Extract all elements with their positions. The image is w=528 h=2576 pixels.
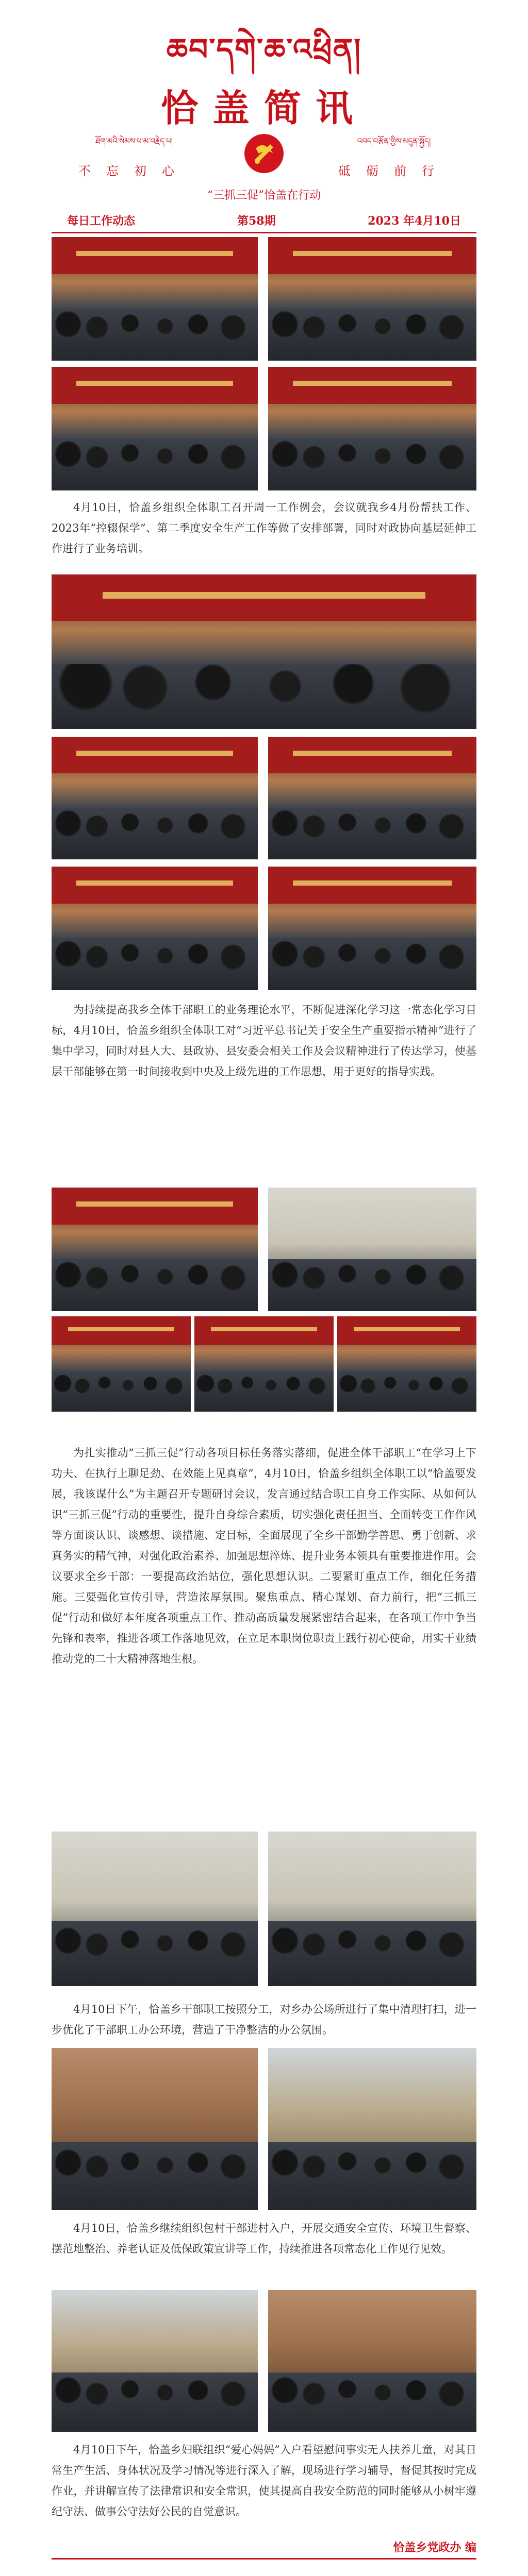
motto-right-tibetan: འབད་བརྩོན་གྱིས་མདུན་སྐྱོད།: [357, 137, 431, 146]
motto-right: [306, 133, 482, 179]
header-divider: [52, 232, 476, 233]
paragraph-safety-study: 为持续提高我乡全体干部职工的业务理论水平，不断促进深化学习这一常态化学习目标，4月10日，恰盖乡组织全体职工对“习近平总书记关于安全生产重要指示精神”进行了集中学习，同时对县人大、县政协、县安委会相关工作及会议精神进行了传达学习，使基层干部能够在第一时间接收到中央及上级先进的工作思想，用于更好的指导实践。: [52, 1004, 476, 1078]
issue-info-row: [52, 212, 476, 230]
motto-right-chinese: 砥砺前行: [338, 164, 450, 178]
motto-left: [46, 133, 222, 179]
motto-left-chinese: 不忘初心: [78, 164, 190, 178]
tibetan-masthead-title: ཆབ་དགེ་ཆ་འཕྲིན།: [166, 32, 362, 67]
party-emblem-icon: [243, 133, 285, 174]
study-session-photo: [52, 737, 258, 859]
motto-row: [46, 133, 482, 179]
paragraph-village-visit: 4月10日，恰盖乡继续组织包村干部进村入户，开展交通安全宣传、环境卫生督察、摆范地整治、养老认证及低保政策宣讲等工作，持续推进各项常态化工作见行见效。: [52, 2222, 476, 2255]
office-cleaning-photo: [268, 1832, 476, 1986]
campaign-subtitle: “三抓三促”恰盖在行动: [207, 189, 321, 202]
paragraph-caring-mothers: 4月10日下午，恰盖乡妇联组织“爱心妈妈”入户看望慰问事实无人扶养儿童，对其日常生产生活、身体状况及学习情况等进行深入了解，现场进行学习辅导，督促其按时完成作业，并讲解宣传了法律常识和安全常识，使其提高自我安全防范的同时能够从小树牢遵纪守法、做事公守法好公民的自觉意识。: [52, 2444, 476, 2518]
issue-category: 每日工作动态: [67, 214, 136, 228]
meeting-photo: [268, 237, 476, 361]
caring-mothers-photo: [52, 2290, 258, 2432]
study-session-photo: [52, 867, 258, 990]
study-session-photo: [268, 737, 476, 859]
motto-left-tibetan: ཐོག་མའི་སེམས་པ་མ་བརྗེད་པ།: [95, 137, 173, 146]
village-visit-photo: [268, 2048, 476, 2210]
seminar-photo: [52, 1188, 258, 1311]
meeting-photo: [52, 367, 258, 490]
seminar-photo: [268, 1188, 476, 1311]
meeting-photo: [52, 237, 258, 361]
speaker-photo: [52, 1316, 191, 1412]
caring-mothers-photo: [268, 2290, 476, 2432]
speaker-photo: [337, 1316, 476, 1412]
paragraph-seminar: 为扎实推动“三抓三促”行动各项目标任务落实落细，促进全体干部职工“在学习上下功夫、在执行上聊足劲、在效能上见真章”，4月10日，恰盖乡组织全体职工以“恰盖要发展，我该谋什么”为主题召开专题研讨会议，发言通过结合职工自身工作实际、从如何认识“三抓三促”行动的重要性，提升自身综合素质，切实强化责任担当、全面转变工作作风等方面谈认识、谈感想、谈措施、定目标，全面展现了全乡干部勤学善思、勇于创新、求真务实的精气神，对强化政治素养、加强思想淬炼、提升业务本领具有重要推进作用。会议要求全乡干部：一要提高政治站位，强化思想认识。二要紧盯重点工作，细化任务措施。三要强化宣传引导，营造浓厚氛围。聚焦重点、精心谋划、奋力前行，把“三抓三促”行动和做好本年度各项重点工作、推动高质量发展紧密结合起来，在各项工作中争当先锋和表率，推进各项工作落地见效，在立足本职岗位职责上践行初心使命，用实干业绩推动党的二十大精神落地生根。: [52, 1447, 476, 1665]
editor-credit: 恰盖乡党政办 编: [393, 2541, 476, 2554]
speaker-photo: [194, 1316, 334, 1412]
study-session-photo: [268, 867, 476, 990]
paragraph-weekly-meeting: 4月10日，恰盖乡组织全体职工召开周一工作例会，会议就我乡4月份帮扶工作、2023年“控辍保学”、第二季度安全生产工作等做了安排部署，同时对政协向基层延伸工作进行了业务培训。: [52, 501, 476, 555]
village-visit-photo: [52, 2048, 258, 2210]
office-cleaning-photo: [52, 1832, 258, 1986]
footer-divider: [52, 2558, 476, 2560]
issue-date: 2023 年4月10日: [368, 214, 461, 228]
paragraph-office-cleaning: 4月10日下午，恰盖乡干部职工按照分工，对乡办公场所进行了集中清理打扫，进一步优化了干部职工办公环境，营造了干净整洁的办公氛围。: [52, 2003, 476, 2036]
study-session-photo: [52, 574, 476, 729]
meeting-photo: [268, 367, 476, 490]
masthead-title: 恰盖简讯: [160, 87, 367, 130]
issue-number: 第58期: [237, 214, 276, 228]
